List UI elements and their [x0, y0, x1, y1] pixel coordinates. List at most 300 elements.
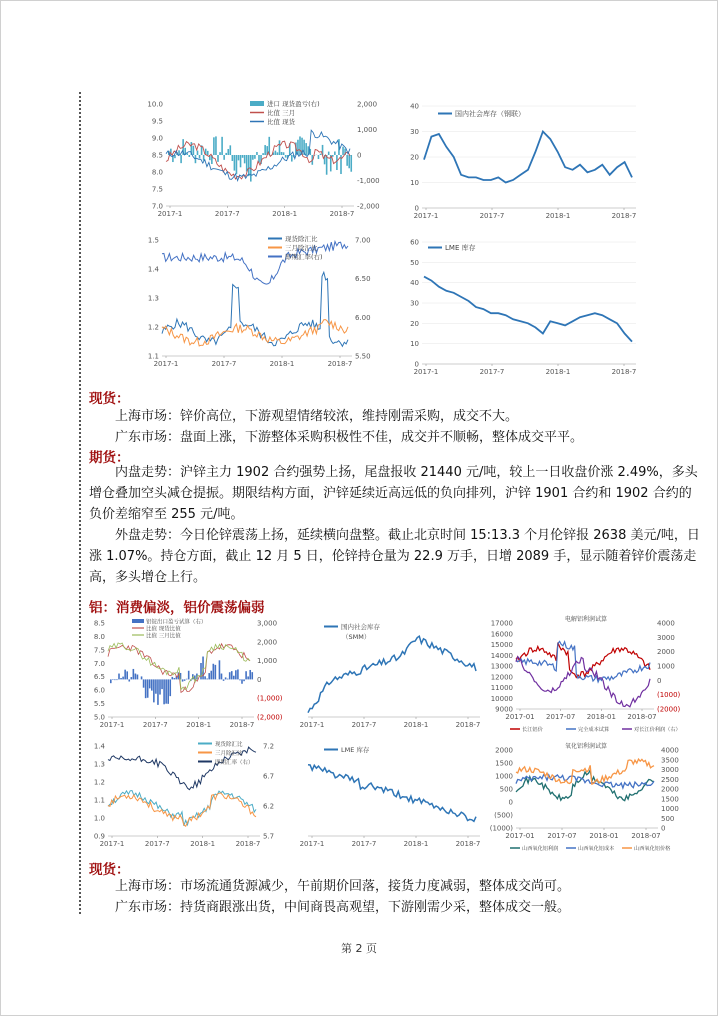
bar — [213, 664, 215, 680]
legend-label: 三月除汇比 — [285, 244, 318, 252]
bar — [215, 665, 217, 680]
bar — [225, 677, 227, 679]
bar — [350, 155, 352, 172]
al-spot-text — [89, 876, 701, 918]
x-tick-label: 2018-1 — [272, 210, 298, 218]
y-right-tick-label: 1,000 — [357, 126, 378, 134]
x-tick-label: 2018-1 — [545, 212, 571, 220]
x-tick-label: 2018-7 — [327, 360, 353, 368]
al-ratio-chart — [88, 617, 284, 735]
zinc-futures-overseas: 外盘走势：今日伦锌震荡上扬，延续横向盘整。截止北京时间 15:13.3 个月伦锌报 2638 美元/吨，日涨 1.07%。持仓方面，截止 12 月 5 日，伦锌持仓量为 22.9 万手，日增 2089 手，显示随着锌价震荡走高，多头增仓上行。 — [89, 528, 700, 585]
bar — [249, 670, 251, 679]
y-right-tick-label: 2,000 — [357, 100, 378, 109]
legend-swatch — [250, 101, 264, 106]
y-tick-label: 50 — [410, 258, 419, 267]
y-tick-label: 0 — [414, 360, 419, 369]
legend-label: 进口 现货盈亏(右) — [267, 100, 320, 108]
legend-label: 比值 现货比值 — [146, 626, 181, 633]
x-tick-label: 2018-1 — [269, 360, 295, 368]
bar — [112, 679, 114, 680]
legend-label: 山西氧化铝利润 — [522, 846, 559, 852]
legend-label: 对长江价利润（右） — [634, 727, 681, 733]
y-tick-label: 8.5 — [93, 619, 105, 628]
zinc-lme-stock-chart — [398, 232, 643, 380]
al-spot-label: 现货： — [89, 862, 130, 878]
bar — [252, 155, 254, 160]
legend-label: 山西氧化铝成本 — [578, 846, 615, 852]
y-right-tick-label: -1,000 — [357, 177, 380, 185]
bar — [114, 679, 116, 680]
y-tick-label: 20 — [410, 153, 419, 162]
bar — [236, 155, 238, 174]
y-tick-label: (500) — [494, 811, 513, 820]
bar — [241, 679, 243, 683]
bar — [281, 152, 283, 155]
legend-label: 三月除汇比 — [215, 751, 243, 757]
y-right-tick-label: 0 — [357, 151, 362, 160]
y-right-tick-label: 3000 — [657, 633, 675, 642]
footer-suffix: 页 — [366, 942, 377, 955]
y-right-tick-label: 1000 — [661, 805, 679, 813]
bar — [318, 155, 320, 159]
y-tick-label: 1.4 — [147, 265, 159, 274]
bar — [227, 679, 229, 680]
legend-label: 长江铝价 — [522, 727, 543, 733]
y-tick-label: 1.3 — [147, 294, 159, 303]
y-tick-label: 10.0 — [147, 100, 163, 109]
y-tick-label: 10 — [410, 340, 419, 349]
footer-prefix: 第 — [341, 942, 352, 955]
bar — [283, 152, 285, 155]
y-tick-label: 7.0 — [93, 659, 105, 668]
y-tick-label: 7.5 — [93, 646, 105, 655]
bar — [135, 674, 137, 680]
x-tick-label: 2018-1 — [190, 840, 216, 848]
al-spot-guangdong: 广东市场：持货商跟涨出货，中间商畏高观望，下游刚需少采，整体成交一般。 — [115, 900, 571, 915]
bar — [207, 151, 209, 155]
legend-label: （SMM） — [342, 633, 371, 641]
y-tick-label: 40 — [410, 102, 419, 111]
page-footer — [0, 940, 718, 956]
y-tick-label: 0 — [414, 204, 419, 213]
bar — [145, 679, 147, 698]
y-tick-label: 9.5 — [151, 117, 163, 126]
bar — [210, 671, 212, 680]
series-line — [108, 791, 256, 826]
legend-label: LME 库存 — [341, 746, 370, 754]
bar — [225, 153, 227, 155]
y-tick-label: 6.0 — [93, 686, 105, 695]
zinc-spot-label: 现货： — [89, 391, 130, 407]
bar — [332, 155, 334, 157]
x-tick-label: 2018-01 — [589, 832, 619, 840]
y-tick-label: 1.5 — [147, 236, 159, 245]
y-tick-label: 500 — [499, 785, 513, 794]
y-tick-label: 8.0 — [151, 168, 163, 177]
y-tick-label: 7.0 — [151, 202, 163, 211]
zinc-spot-text — [89, 406, 701, 448]
bar — [189, 155, 191, 157]
bar — [110, 679, 112, 683]
legend-label: 现货除汇比 — [285, 235, 318, 243]
y-tick-label: 20 — [410, 319, 419, 328]
x-tick-label: 2018-7 — [611, 368, 637, 376]
legend-label: 即期汇率（右） — [215, 760, 254, 766]
y-right-tick-label: 2000 — [657, 648, 675, 657]
legend-label: 国内社会库存（钢联） — [455, 110, 525, 118]
x-tick-label: 2017-7 — [142, 721, 168, 729]
bar — [172, 677, 174, 679]
bar — [163, 679, 165, 704]
y-right-tick-label: (2000) — [657, 705, 681, 714]
y-tick-label: 10 — [410, 179, 419, 187]
bar — [256, 152, 258, 155]
bar — [188, 671, 190, 680]
series-line — [108, 643, 250, 690]
bar — [208, 673, 210, 679]
bar — [199, 155, 201, 158]
y-tick-label: 1.2 — [93, 778, 105, 787]
bar — [180, 155, 182, 163]
legend-label: 比值 现货 — [267, 118, 296, 126]
x-tick-label: 2017-1 — [157, 210, 183, 218]
bar — [243, 679, 245, 681]
al-spot-shanghai: 上海市场：市场流通货源减少，午前期价回落，接货力度减弱，整体成交尚可。 — [115, 879, 571, 894]
y-right-tick-label: 0 — [657, 676, 662, 685]
y-tick-label: 1.1 — [93, 796, 105, 805]
bar — [291, 155, 293, 162]
margin-dotted-rule — [79, 92, 81, 914]
bar — [242, 155, 244, 158]
y-tick-label: 11000 — [490, 684, 513, 692]
bar — [118, 674, 120, 680]
x-tick-label: 2017-01 — [505, 713, 535, 721]
bar — [299, 136, 301, 155]
bar — [213, 137, 215, 155]
x-tick-label: 2017-7 — [351, 721, 377, 729]
bar — [247, 676, 249, 679]
y-tick-label: 8.0 — [93, 632, 105, 641]
bar — [167, 679, 169, 703]
y-right-tick-label: (1,000) — [257, 694, 283, 703]
bar — [334, 152, 336, 155]
series-line — [424, 277, 632, 342]
x-tick-label: 2018-1 — [403, 840, 429, 848]
bar — [285, 155, 287, 158]
al-smelter-profit-chart — [486, 613, 686, 736]
x-tick-label: 2018-7 — [611, 212, 637, 220]
bar — [262, 153, 264, 155]
y-tick-label: 1.4 — [93, 742, 105, 751]
bar — [231, 671, 233, 679]
series-line — [308, 636, 476, 713]
series-line — [162, 242, 348, 285]
bar — [238, 155, 240, 160]
al-lme-stock-chart — [294, 740, 486, 852]
bar — [346, 155, 348, 166]
y-tick-label: 17000 — [490, 619, 513, 628]
y-tick-label: 1.2 — [147, 323, 159, 332]
bar — [336, 155, 338, 170]
y-tick-label: 0.9 — [93, 832, 105, 841]
y-right-tick-label: 1,000 — [257, 657, 278, 666]
x-tick-label: 2017-07 — [546, 713, 576, 721]
bar — [237, 669, 239, 679]
y-right-tick-label: 3,000 — [257, 619, 278, 628]
bar — [342, 147, 344, 155]
zinc-domestic-stock-chart — [398, 96, 643, 224]
bar — [245, 671, 247, 679]
bar — [244, 155, 246, 163]
bar — [182, 679, 184, 681]
y-tick-label: 30 — [410, 128, 419, 136]
bar — [197, 151, 199, 155]
y-tick-label: 40 — [410, 279, 419, 288]
x-tick-label: 2018-01 — [586, 713, 616, 721]
bar — [223, 679, 225, 680]
zinc-futures-label: 期货： — [89, 450, 130, 466]
bar — [348, 155, 350, 168]
bar — [254, 155, 256, 159]
x-tick-label: 2018-7 — [455, 721, 481, 729]
y-tick-label: 60 — [410, 238, 419, 247]
x-tick-label: 2018-1 — [403, 721, 429, 729]
chart-title: 氧化铝利润试算 — [564, 743, 608, 750]
bar — [186, 679, 188, 680]
y-tick-label: 1.3 — [93, 760, 105, 769]
legend-label: LME 库存 — [445, 244, 476, 252]
zinc-spot-shanghai: 上海市场：锌价高位，下游观望情绪较浓，维持刚需采购，成交不大。 — [115, 409, 519, 424]
series-line — [108, 793, 256, 826]
x-tick-label: 2017-01 — [505, 832, 535, 840]
bar — [230, 145, 232, 155]
x-tick-label: 2017-7 — [479, 212, 505, 220]
y-tick-label: 1500 — [495, 759, 513, 768]
bar — [128, 679, 130, 681]
bar — [221, 137, 223, 155]
y-tick-label: 15000 — [490, 641, 513, 649]
al-domestic-stock-chart — [294, 617, 486, 735]
x-tick-label: 2017-1 — [153, 360, 179, 368]
y-tick-label: 30 — [410, 299, 419, 308]
x-tick-label: 2018-7 — [229, 721, 255, 729]
footer-page-number: 2 — [355, 942, 363, 955]
y-tick-label: 13000 — [490, 662, 513, 671]
y-right-tick-label: (2,000) — [257, 713, 283, 722]
y-right-tick-label: 4000 — [661, 746, 679, 755]
bar — [248, 155, 250, 176]
bar — [143, 679, 145, 687]
bar — [151, 679, 153, 690]
y-tick-label: 10000 — [490, 694, 513, 703]
x-tick-label: 2017-7 — [211, 360, 237, 368]
zinc-futures-domestic: 内盘走势：沪锌主力 1902 合约强势上扬，尾盘报收 21440 元/吨，较上一日收盘价涨 2.49%，多头增仓叠加空头减仓提振。期限结构方面，沪锌延续近高远低的负向排列，沪锌 1901 合约和 1902 合约的负价差缩窄至 255 元/吨。 — [89, 465, 698, 522]
y-right-tick-label: 4000 — [657, 619, 675, 628]
bar — [251, 672, 253, 679]
legend-label: 比值 三月 — [267, 109, 296, 117]
y-tick-label: (1000) — [489, 824, 513, 833]
y-tick-label: 9000 — [495, 705, 513, 714]
bar — [204, 676, 206, 679]
x-tick-label: 2017-1 — [413, 212, 439, 220]
x-tick-label: 2017-7 — [351, 840, 377, 848]
bar — [126, 671, 128, 679]
x-tick-label: 2017-7 — [214, 210, 240, 218]
y-tick-label: 1.0 — [93, 814, 105, 823]
bar — [239, 679, 241, 680]
bar — [240, 155, 242, 167]
bar — [120, 678, 122, 679]
x-tick-label: 2017-7 — [144, 840, 170, 848]
bar — [193, 146, 195, 155]
y-tick-label: 7.5 — [151, 185, 163, 194]
y-right-tick-label: 6.7 — [263, 772, 275, 781]
bar — [174, 678, 176, 679]
x-tick-label: 2017-1 — [413, 368, 439, 376]
y-tick-label: 12000 — [490, 673, 513, 682]
bar — [264, 145, 266, 155]
y-right-tick-label: 6.50 — [355, 275, 371, 284]
y-tick-label: 5.5 — [93, 700, 105, 709]
bar — [232, 155, 234, 161]
x-tick-label: 2017-1 — [299, 840, 325, 848]
x-tick-label: 2018-7 — [329, 210, 355, 218]
zinc-futures-text — [89, 462, 701, 588]
bar — [223, 155, 225, 160]
x-tick-label: 2018-1 — [186, 721, 212, 729]
y-tick-label: 5.0 — [93, 713, 105, 722]
y-right-tick-label: 1500 — [661, 795, 679, 804]
bar — [234, 155, 236, 171]
zinc-fx-ratio-chart — [140, 232, 390, 380]
y-right-tick-label: 3500 — [661, 756, 679, 765]
y-right-tick-label: (1000) — [657, 691, 681, 700]
bar — [161, 679, 163, 689]
y-tick-label: 9.0 — [151, 134, 163, 143]
legend-label: 国内社会库存 — [341, 623, 380, 631]
y-right-tick-label: 0 — [257, 675, 262, 684]
bar — [122, 677, 124, 680]
bar — [277, 152, 279, 155]
bar — [137, 675, 139, 680]
bar — [206, 679, 208, 680]
bar — [116, 679, 118, 680]
bar — [227, 149, 229, 155]
series-line — [308, 765, 476, 822]
y-right-tick-label: 2,000 — [257, 638, 278, 647]
y-tick-label: 6.5 — [93, 673, 105, 682]
y-tick-label: 1.1 — [147, 352, 159, 361]
x-tick-label: 2018-7 — [235, 840, 261, 848]
y-right-tick-label: 0 — [661, 824, 666, 833]
zinc-ratio-chart — [140, 96, 390, 224]
bar — [155, 679, 157, 693]
bar — [184, 679, 186, 680]
x-tick-label: 2018-7 — [455, 840, 481, 848]
legend-label: 铝锭出口盈亏试算（右） — [146, 619, 207, 626]
bar — [149, 679, 151, 688]
bar — [165, 679, 167, 703]
y-tick-label: 1000 — [495, 772, 513, 781]
bar — [219, 152, 221, 155]
series-line — [516, 770, 654, 801]
zinc-spot-guangdong: 广东市场：盘面上涨，下游整体采购积极性不佳，成交并不顺畅，整体成交平平。 — [115, 430, 584, 445]
x-tick-label: 2017-1 — [99, 721, 125, 729]
aluminum-heading: 铝：消费偏淡，铝价震荡偏弱 — [89, 600, 265, 616]
y-right-tick-label: 7.00 — [355, 236, 371, 245]
x-tick-label: 2017-07 — [547, 832, 577, 840]
bar — [157, 679, 159, 704]
y-tick-label: 0 — [508, 798, 513, 807]
bar — [133, 669, 135, 679]
legend-swatch — [132, 619, 144, 623]
al-alumina-profit-chart — [486, 740, 686, 855]
bar — [131, 677, 133, 679]
bar — [215, 136, 217, 155]
bar — [217, 155, 219, 162]
y-right-tick-label: 5.50 — [355, 352, 371, 361]
y-tick-label: 16000 — [490, 630, 513, 639]
chart-title: 电解铝利润试算 — [564, 616, 608, 623]
y-right-tick-label: -2,000 — [357, 202, 380, 211]
bar — [178, 150, 180, 155]
legend-label: 现货除汇比 — [215, 742, 243, 748]
bar — [141, 676, 143, 679]
bar — [159, 679, 161, 694]
y-tick-label: 14000 — [490, 651, 513, 660]
x-tick-label: 2017-1 — [99, 840, 125, 848]
bar — [233, 676, 235, 680]
bar — [169, 679, 171, 696]
bar — [200, 663, 202, 679]
legend-label: 山西氧化铝价格 — [634, 846, 671, 852]
bar — [275, 151, 277, 155]
y-right-tick-label: 2500 — [661, 775, 679, 784]
bar — [153, 679, 155, 702]
x-tick-label: 2018-1 — [545, 368, 571, 376]
bar — [305, 143, 307, 155]
y-right-tick-label: 1000 — [657, 662, 675, 671]
y-right-tick-label: 7.2 — [263, 742, 275, 751]
y-right-tick-label: 5.7 — [263, 832, 275, 841]
x-tick-label: 2017-1 — [299, 721, 325, 729]
bar — [246, 155, 248, 171]
bar — [219, 660, 221, 679]
al-fx-ratio-chart — [88, 740, 284, 852]
y-right-tick-label: 6.2 — [263, 802, 275, 811]
bar — [235, 670, 237, 679]
legend-label: 比值 三月比值 — [146, 633, 181, 640]
legend-label: 完全成本试算 — [578, 727, 610, 733]
x-tick-label: 2018-07 — [631, 832, 661, 840]
bar — [320, 154, 322, 155]
y-right-tick-label: 3000 — [661, 766, 679, 774]
bar — [221, 674, 223, 680]
bar — [195, 155, 197, 163]
bar — [279, 140, 281, 155]
legend-label: 即期汇率(右) — [285, 253, 323, 261]
y-tick-label: 8.5 — [151, 151, 163, 160]
x-tick-label: 2017-7 — [479, 368, 505, 376]
bar — [124, 670, 126, 680]
bar — [328, 152, 330, 155]
y-tick-label: 2000 — [495, 746, 513, 755]
bar — [229, 672, 231, 679]
x-tick-label: 2018-07 — [627, 713, 657, 721]
y-right-tick-label: 6.00 — [355, 313, 371, 322]
y-right-tick-label: 2000 — [661, 785, 679, 794]
y-right-tick-label: 500 — [661, 814, 675, 823]
